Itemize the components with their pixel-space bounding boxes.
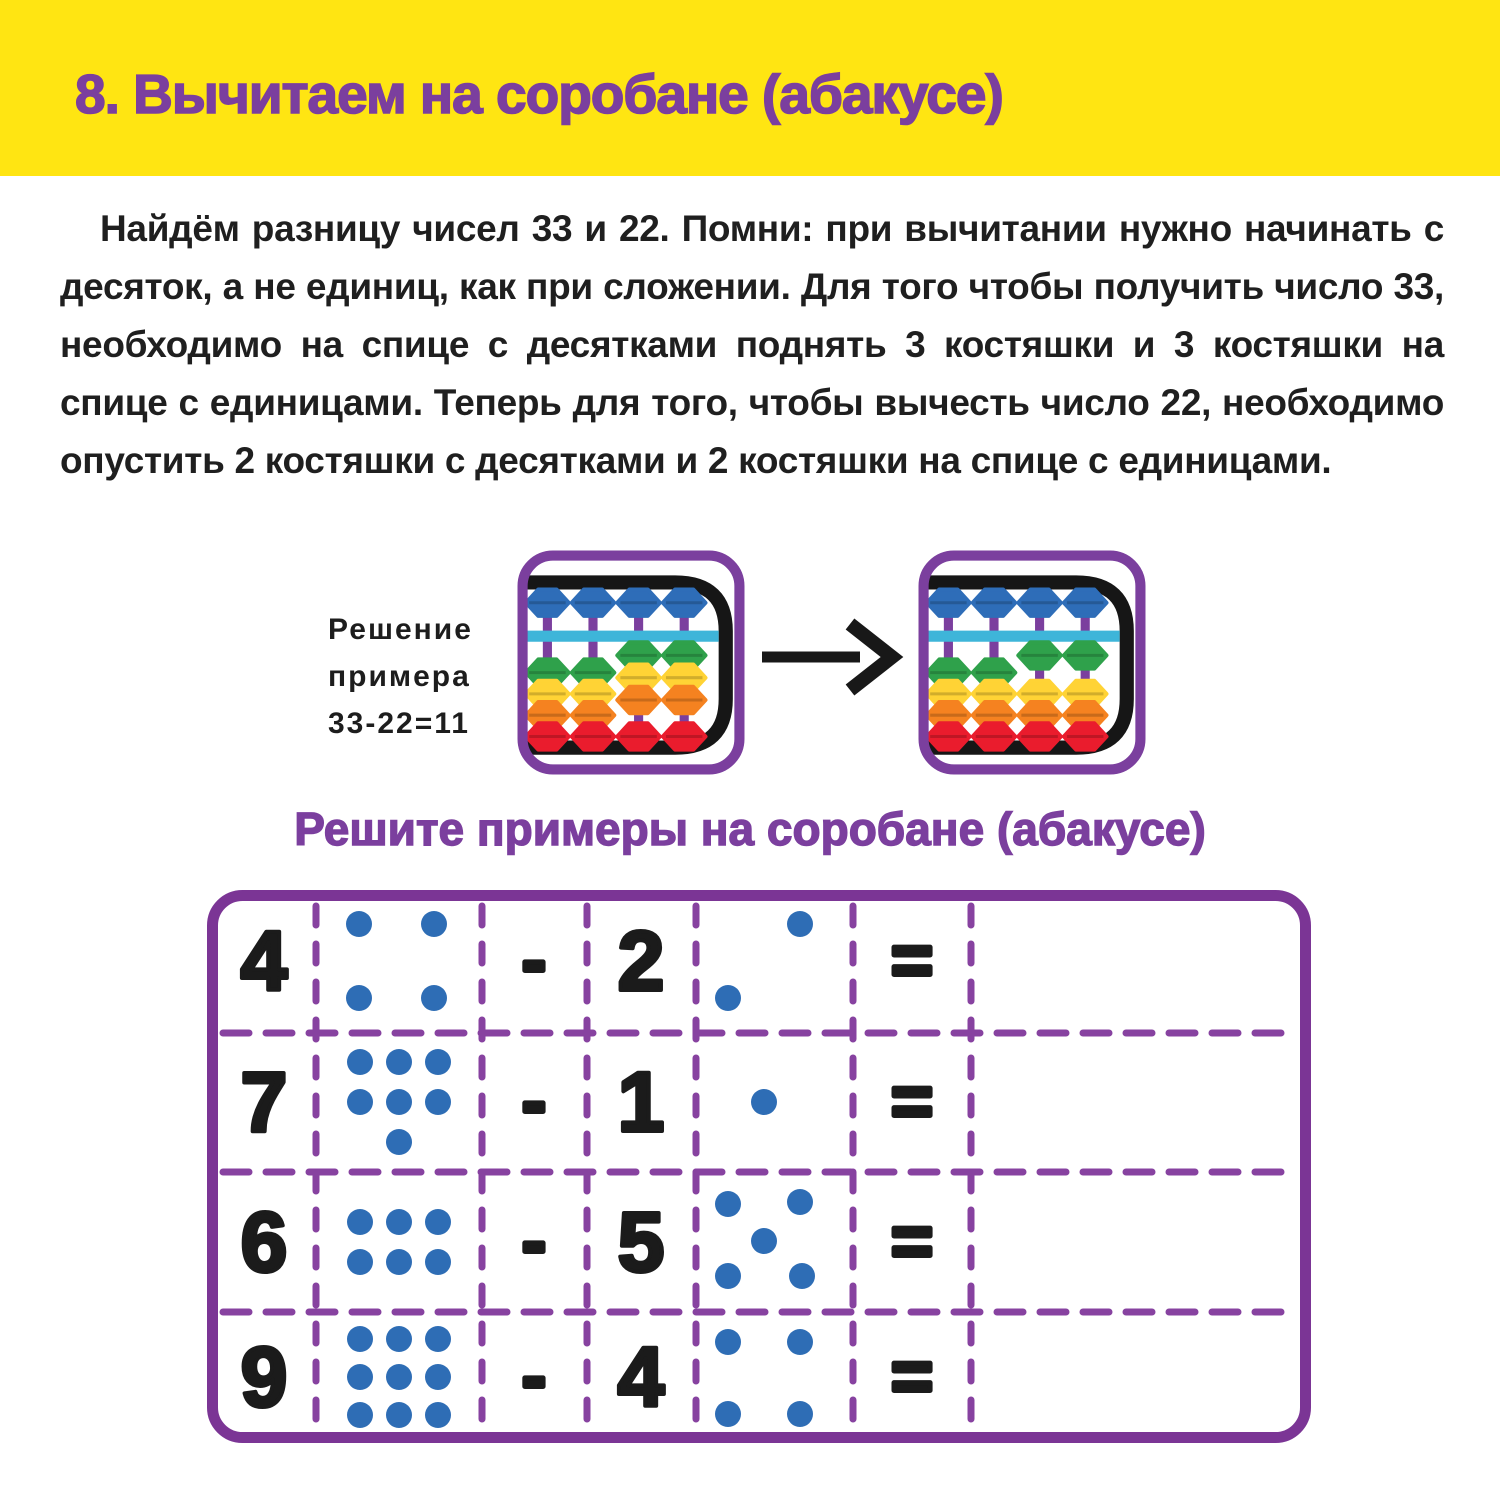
subtrahend-dots: [715, 1189, 815, 1289]
equals-sign: =: [890, 1062, 934, 1142]
equals-sign: =: [890, 1202, 934, 1282]
table-row: [241, 1180, 1305, 1305]
subtrahend-number: 2: [617, 914, 665, 1008]
example-equation: 33-22=11: [328, 707, 470, 740]
arrow-right-icon: [752, 600, 908, 714]
abacus-after: [918, 550, 1146, 775]
example-caption: [328, 606, 538, 747]
exercise-heading: Решите примеры на соробане (абакусе): [294, 803, 1206, 855]
table-row: [241, 910, 1305, 1025]
minuend-number: 4: [240, 914, 288, 1008]
table-row: [241, 1040, 1305, 1165]
subtrahend-dots: [715, 1329, 813, 1427]
table-row: [241, 1320, 1305, 1428]
minus-sign: -: [522, 1062, 546, 1142]
abacus-rods: [547, 587, 684, 745]
header-band: [0, 0, 1500, 176]
minuend-number: 9: [240, 1330, 288, 1424]
minuend-dots: [347, 1209, 451, 1275]
example-caption-line: Решение: [328, 613, 473, 646]
subtrahend-number: 5: [617, 1195, 665, 1289]
answer-cell: [977, 1180, 1305, 1305]
subtrahend-dots: [751, 1089, 777, 1115]
minus-sign: -: [522, 1202, 546, 1282]
equals-sign: =: [890, 921, 934, 1001]
minuend-dots: [346, 911, 447, 1011]
subtrahend-number: 4: [617, 1330, 665, 1424]
abacus-rods: [948, 587, 1085, 745]
answer-cell: [977, 910, 1305, 1025]
subtrahend-dots: [715, 911, 813, 1011]
example-caption-line: примера: [328, 660, 471, 693]
abacus-before: [517, 550, 745, 775]
subtrahend-number: 1: [617, 1055, 665, 1149]
page-title: 8. Вычитаем на соробане (абакусе): [75, 63, 1003, 125]
minus-sign: -: [522, 921, 546, 1001]
equals-sign: =: [890, 1337, 934, 1417]
answer-cell: [977, 1320, 1305, 1425]
answer-cell: [977, 1040, 1305, 1165]
exercise-table: [207, 890, 1311, 1443]
minuend-number: 7: [240, 1055, 288, 1149]
minuend-number: 6: [240, 1195, 288, 1289]
minuend-dots: [347, 1326, 451, 1428]
minus-sign: -: [522, 1337, 546, 1417]
minuend-dots: [347, 1049, 451, 1155]
intro-paragraph: Найдём разницу чисел 33 и 22. Помни: при вычитании нужно начинать с десяток, а не единиц, как при сложении. Для того чтобы получить число 33, необходимо на спице с десятками поднять 3 костяшки и 3 костяшки на спице с единицами. Теперь для того, чтобы вычесть число 22, необходимо опустить 2 костяшки с десятками и 2 костяшки на спице с единицами.: [60, 208, 1444, 481]
